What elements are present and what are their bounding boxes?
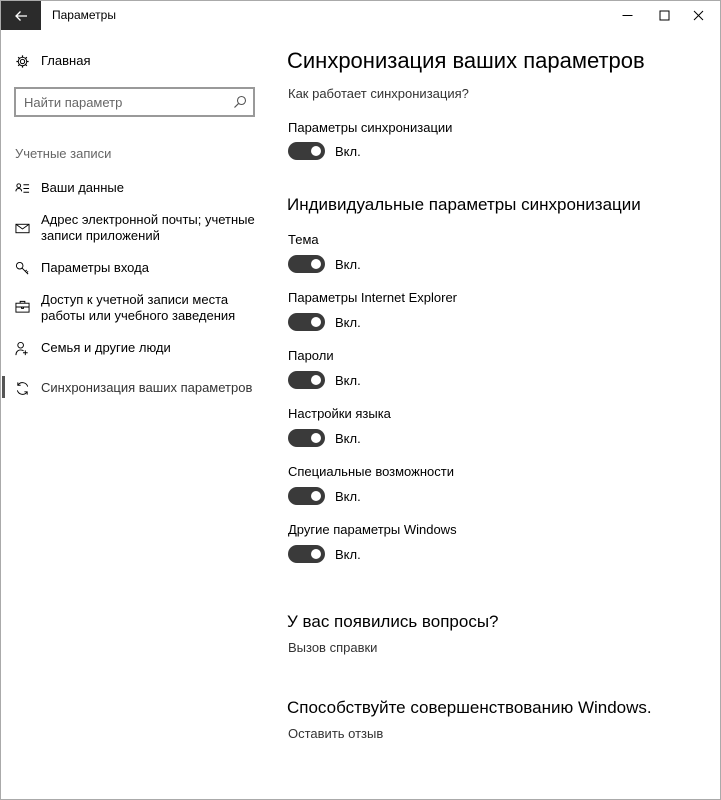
search-field[interactable]	[14, 87, 255, 117]
toggle-state: Вкл.	[335, 314, 361, 330]
accessibility-toggle[interactable]	[288, 486, 361, 506]
person-card-icon	[14, 180, 30, 196]
minimize-icon	[622, 10, 633, 21]
toggle-switch[interactable]	[288, 255, 325, 273]
toggle-knob	[311, 317, 321, 327]
key-icon	[14, 260, 30, 276]
questions-title: У вас появились вопросы?	[287, 612, 499, 631]
sync-settings-toggle[interactable]	[288, 141, 361, 161]
toggle-state: Вкл.	[335, 143, 361, 159]
briefcase-icon	[14, 298, 30, 314]
sidebar-item-label: Главная	[41, 53, 91, 68]
sidebar-item-label: Семья и другие люди	[41, 340, 171, 355]
toggle-state: Вкл.	[335, 256, 361, 272]
get-help-link[interactable]: Вызов справки	[288, 640, 378, 655]
toggle-state: Вкл.	[335, 430, 361, 446]
maximize-icon	[659, 10, 670, 21]
theme-toggle[interactable]	[288, 254, 361, 274]
sidebar-item-label: Доступ к учетной записи места работы или учебного заведения	[41, 292, 236, 323]
toggle-knob	[311, 146, 321, 156]
other-windows-label: Другие параметры Windows	[288, 522, 457, 537]
individual-settings-title: Индивидуальные параметры синхронизации	[287, 195, 641, 214]
language-toggle[interactable]	[288, 428, 361, 448]
toggle-knob	[311, 491, 321, 501]
sync-settings-label: Параметры синхронизации	[288, 120, 453, 135]
sync-icon	[14, 380, 30, 396]
passwords-label: Пароли	[288, 348, 334, 363]
other-windows-toggle[interactable]	[288, 544, 361, 564]
sidebar-item-label: Адрес электронной почты; учетные записи приложений	[41, 212, 255, 243]
toggle-switch[interactable]	[288, 371, 325, 389]
back-arrow-icon	[14, 9, 28, 23]
how-sync-works-link[interactable]: Как работает синхронизация?	[288, 86, 469, 101]
toggle-switch[interactable]	[288, 545, 325, 563]
toggle-knob	[311, 375, 321, 385]
sidebar-item-label: Синхронизация ваших параметров	[41, 380, 253, 395]
toggle-knob	[311, 549, 321, 559]
page-title: Синхронизация ваших параметров	[287, 48, 645, 73]
gear-icon	[14, 53, 30, 69]
sidebar	[1, 30, 271, 799]
sidebar-item-label: Ваши данные	[41, 180, 124, 195]
improve-windows-title: Способствуйте совершенствованию Windows.	[287, 698, 652, 717]
toggle-switch[interactable]	[288, 429, 325, 447]
toggle-switch[interactable]	[288, 142, 325, 160]
close-button[interactable]	[675, 1, 721, 30]
feedback-link[interactable]: Оставить отзыв	[288, 726, 384, 741]
ie-settings-toggle[interactable]	[288, 312, 361, 332]
language-label: Настройки языка	[288, 406, 391, 421]
passwords-toggle[interactable]	[288, 370, 361, 390]
sidebar-item-label: Параметры входа	[41, 260, 149, 275]
person-add-icon	[14, 340, 30, 356]
back-button[interactable]	[1, 1, 41, 30]
sidebar-section-header: Учетные записи	[15, 146, 112, 161]
theme-label: Тема	[288, 232, 319, 247]
toggle-switch[interactable]	[288, 487, 325, 505]
search-input[interactable]	[24, 94, 224, 110]
close-icon	[693, 10, 704, 21]
window-title: Параметры	[52, 8, 116, 22]
toggle-knob	[311, 433, 321, 443]
search-icon	[233, 95, 247, 109]
toggle-switch[interactable]	[288, 313, 325, 331]
toggle-state: Вкл.	[335, 546, 361, 562]
mail-icon	[14, 220, 30, 236]
active-indicator	[2, 376, 5, 398]
toggle-state: Вкл.	[335, 372, 361, 388]
title-bar	[1, 1, 720, 30]
toggle-knob	[311, 259, 321, 269]
toggle-state: Вкл.	[335, 488, 361, 504]
accessibility-label: Специальные возможности	[288, 464, 454, 479]
ie-settings-label: Параметры Internet Explorer	[288, 290, 458, 305]
